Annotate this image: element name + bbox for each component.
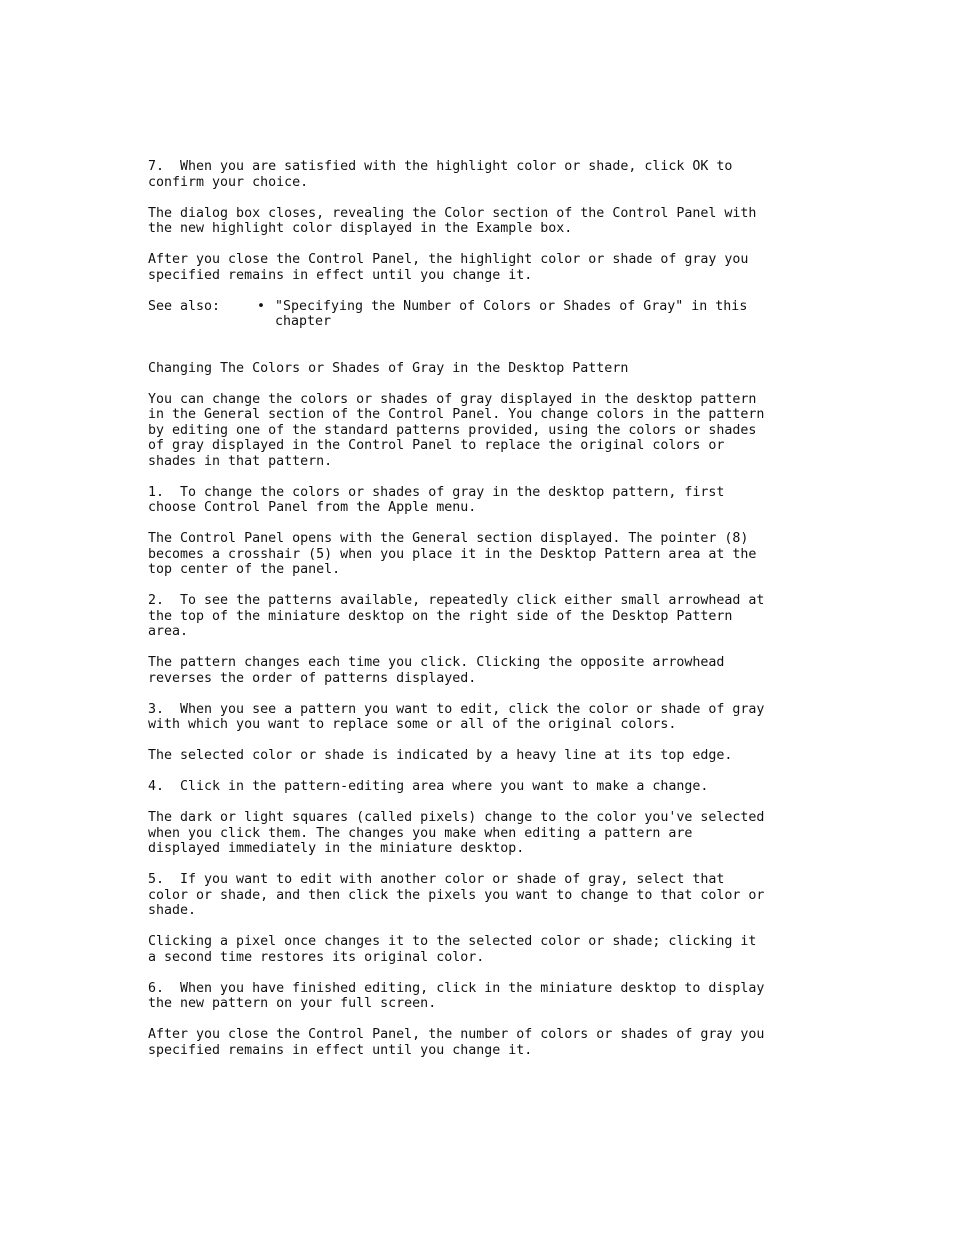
step-1-paragraph: 1. To change the colors or shades of gray in the desktop pattern, first choose Control Panel from the Apple menu.	[148, 484, 725, 515]
step-7-paragraph: 7. When you are satisfied with the highlight color or shade, click OK to confirm your choice.	[148, 159, 733, 190]
body-paragraph: The pattern changes each time you click. Clicking the opposite arrowhead reverses the order of patterns displayed.	[148, 655, 725, 686]
body-paragraph: The dark or light squares (called pixels) change to the color you've selected when you click them. The changes you make when editing a pattern are displayed immediately in the miniature desktop.	[148, 810, 765, 856]
step-6-paragraph: 6. When you have finished editing, click in the miniature desktop to display the new pattern on your full screen.	[148, 980, 765, 1011]
intro-paragraph: You can change the colors or shades of gray displayed in the desktop pattern in the General section of the Control Panel. You change colors in the pattern by editing one of the standard patterns provided, using the colors or shades of gray displayed in the Control Panel to replace the original colors or shades in that pattern.	[148, 391, 765, 469]
document-page	[148, 159, 848, 1074]
body-paragraph: The Control Panel opens with the General section displayed. The pointer (8) becomes a crosshair (5) when you place it in the Desktop Pattern area at the top center of the panel.	[148, 531, 757, 577]
step-2-paragraph: 2. To see the patterns available, repeatedly click either small arrowhead at the top of the miniature desktop on the right side of the Desktop Pattern area.	[148, 593, 765, 639]
step-5-paragraph: 5. If you want to edit with another color or shade of gray, select that color or shade, and then click the pixels you want to change to that color or shade.	[148, 872, 765, 918]
step-3-paragraph: 3. When you see a pattern you want to edit, click the color or shade of gray with which you want to replace some or all of the original colors.	[148, 701, 765, 732]
body-paragraph: The selected color or shade is indicated by a heavy line at its top edge.	[148, 748, 733, 763]
see-also-block	[148, 299, 848, 330]
body-paragraph: After you close the Control Panel, the number of colors or shades of gray you specified remains in effect until you change it.	[148, 1027, 765, 1058]
see-also-reference: "Specifying the Number of Colors or Shades of Gray" in this chapter	[275, 298, 748, 329]
body-paragraph: The dialog box closes, revealing the Color section of the Control Panel with the new highlight color displayed in the Example box.	[148, 205, 757, 236]
see-also-label: See also:	[148, 298, 221, 314]
body-paragraph: Clicking a pixel once changes it to the selected color or shade; clicking it a second time restores its original color.	[148, 934, 757, 965]
bullet-icon: •	[257, 298, 266, 314]
step-4-paragraph: 4. Click in the pattern-editing area where you want to make a change.	[148, 779, 709, 794]
body-paragraph: After you close the Control Panel, the highlight color or shade of gray you specified remains in effect until you change it.	[148, 252, 749, 283]
section-heading: Changing The Colors or Shades of Gray in the Desktop Pattern	[148, 360, 629, 376]
